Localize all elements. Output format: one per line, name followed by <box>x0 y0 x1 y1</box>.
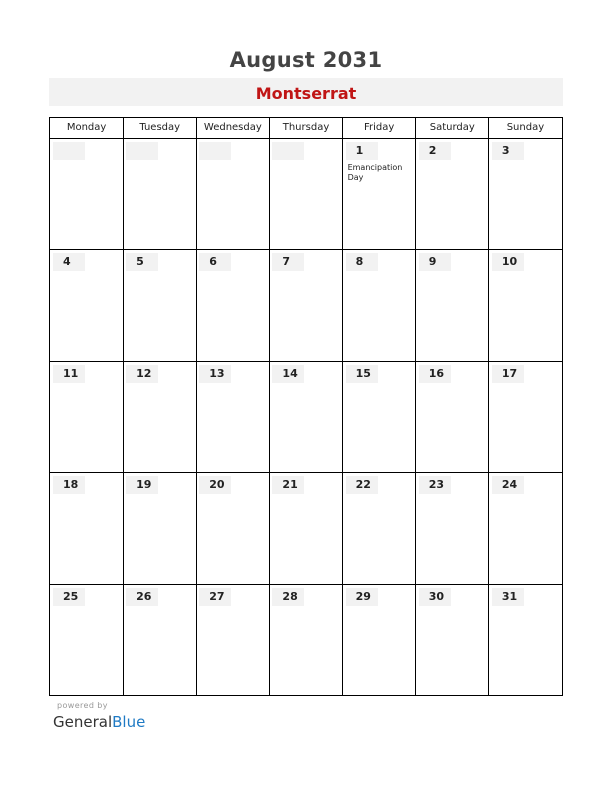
date-number: 3 <box>492 142 524 160</box>
day-cell[interactable] <box>343 250 416 360</box>
weekday-header-wednesday: Wednesday <box>203 122 262 133</box>
weekday-header-saturday: Saturday <box>429 122 475 133</box>
date-number: 18 <box>53 476 85 494</box>
day-cell[interactable] <box>196 362 269 472</box>
day-cell[interactable] <box>50 362 123 472</box>
date-number: 16 <box>419 365 451 383</box>
powered-by-text: powered by <box>57 701 108 710</box>
date-number: 13 <box>199 365 231 383</box>
day-cell[interactable] <box>196 250 269 360</box>
weekday-header-tuesday: Tuesday <box>139 122 181 133</box>
date-number: 9 <box>419 253 451 271</box>
date-number: 24 <box>492 476 524 494</box>
date-number: 25 <box>53 588 85 606</box>
day-cell[interactable] <box>123 250 196 360</box>
date-number <box>126 142 158 160</box>
day-cell[interactable] <box>269 362 342 472</box>
day-cell[interactable] <box>123 139 196 249</box>
date-number: 20 <box>199 476 231 494</box>
day-cell[interactable] <box>343 473 416 583</box>
brand-blue: Blue <box>112 713 146 731</box>
weekday-header-friday: Friday <box>363 122 395 133</box>
date-number: 6 <box>199 253 231 271</box>
date-number: 11 <box>53 365 85 383</box>
date-number: 23 <box>419 476 451 494</box>
day-cell[interactable] <box>416 473 489 583</box>
date-number: 15 <box>346 365 378 383</box>
date-number: 8 <box>346 253 378 271</box>
holiday-label: Emancipation Day <box>347 163 403 182</box>
date-number: 7 <box>272 253 304 271</box>
day-cell[interactable] <box>343 585 416 695</box>
date-number: 4 <box>53 253 85 271</box>
day-cell[interactable] <box>196 585 269 695</box>
date-number: 10 <box>492 253 524 271</box>
date-number <box>199 142 231 160</box>
date-number: 22 <box>346 476 378 494</box>
date-number: 17 <box>492 365 524 383</box>
day-cell[interactable] <box>416 250 489 360</box>
date-number: 14 <box>272 365 304 383</box>
day-cell[interactable] <box>269 473 342 583</box>
day-cell[interactable] <box>489 250 562 360</box>
brand-general: General <box>53 713 113 731</box>
date-number <box>53 142 85 160</box>
day-cell[interactable] <box>123 585 196 695</box>
page-title: August 2031 <box>229 48 383 72</box>
day-cell[interactable] <box>196 473 269 583</box>
calendar-grid <box>49 117 563 696</box>
day-cell[interactable] <box>50 473 123 583</box>
date-number: 31 <box>492 588 524 606</box>
day-cell[interactable] <box>269 139 342 249</box>
date-number: 26 <box>126 588 158 606</box>
date-number: 19 <box>126 476 158 494</box>
date-number: 30 <box>419 588 451 606</box>
day-cell[interactable] <box>269 250 342 360</box>
day-cell[interactable] <box>489 139 562 249</box>
day-cell[interactable] <box>269 585 342 695</box>
day-cell[interactable] <box>50 139 123 249</box>
date-number: 2 <box>419 142 451 160</box>
day-cell[interactable] <box>343 139 416 249</box>
weekday-header-monday: Monday <box>66 122 107 133</box>
weekday-header-sunday: Sunday <box>506 122 545 133</box>
day-cell[interactable] <box>489 362 562 472</box>
day-cell[interactable] <box>489 473 562 583</box>
date-number <box>272 142 304 160</box>
date-number: 12 <box>126 365 158 383</box>
weekday-header-thursday: Thursday <box>282 122 330 133</box>
country-name: Montserrat <box>255 84 357 103</box>
generalblue-logo[interactable] <box>53 713 145 731</box>
day-cell[interactable] <box>489 585 562 695</box>
date-number: 29 <box>346 588 378 606</box>
day-cell[interactable] <box>50 585 123 695</box>
date-number: 28 <box>272 588 304 606</box>
day-cell[interactable] <box>416 585 489 695</box>
date-number: 1 <box>346 142 378 160</box>
day-cell[interactable] <box>416 139 489 249</box>
day-cell[interactable] <box>50 250 123 360</box>
day-cell[interactable] <box>123 362 196 472</box>
date-number: 27 <box>199 588 231 606</box>
day-cell[interactable] <box>416 362 489 472</box>
date-number: 21 <box>272 476 304 494</box>
day-cell[interactable] <box>123 473 196 583</box>
day-cell[interactable] <box>343 362 416 472</box>
day-cell[interactable] <box>196 139 269 249</box>
date-number: 5 <box>126 253 158 271</box>
